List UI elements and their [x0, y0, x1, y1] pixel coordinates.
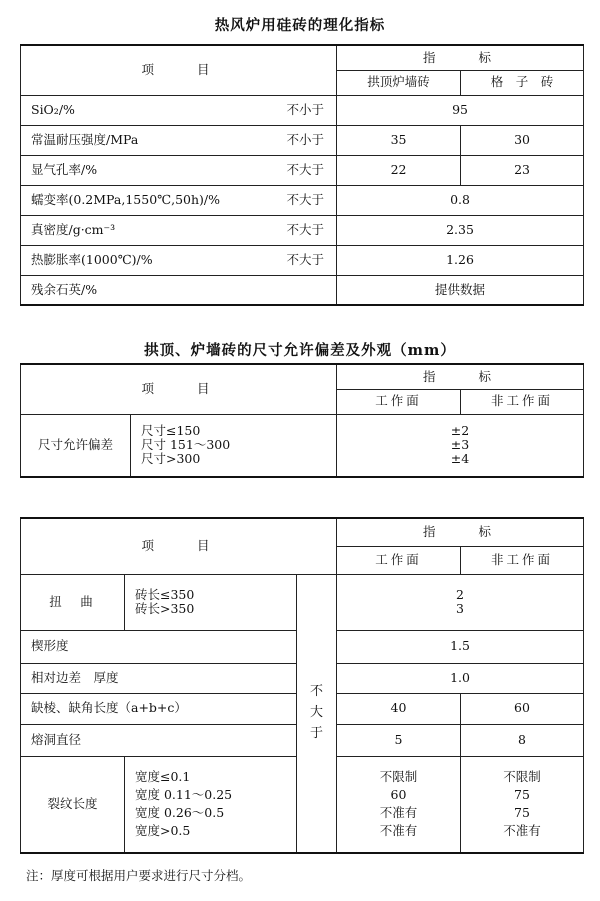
- footnote: 注：厚度可根据用户要求进行尺寸分档。: [26, 868, 252, 883]
- row-density-item: 真密度/g·cm⁻³: [21, 215, 275, 245]
- table2-title: 拱顶、炉墙砖的尺寸允许偏差及外观（mm）: [144, 342, 456, 359]
- row-sio2-cond: 不小于: [275, 95, 337, 125]
- row-creep-item: 蠕变率(0.2MPa,1550℃,50h)/%: [21, 185, 275, 215]
- row-strength-v2: 30: [461, 125, 584, 155]
- crack-width: 宽度>0.5: [135, 823, 191, 839]
- header-item: 项 目: [21, 364, 337, 414]
- crack-v1: [337, 756, 461, 853]
- edge-diff-value: 1.0: [337, 663, 584, 693]
- cond-char: 于: [309, 725, 323, 741]
- crack-width: 宽度≤0.1: [135, 769, 191, 784]
- header-sub-non-working-face: 非工作面: [461, 389, 584, 414]
- size-tolerance-values: [337, 414, 584, 477]
- corner-defect-label: 缺棱、缺角长度（a+b+c）: [21, 693, 297, 724]
- melt-cave-v2: 8: [461, 724, 584, 756]
- row-porosity-v1: 22: [337, 155, 461, 185]
- twist-label: 扭 曲: [21, 574, 125, 630]
- row-porosity-v2: 23: [461, 155, 584, 185]
- row-porosity-item: 显气孔率/%: [21, 155, 275, 185]
- twist-values: [337, 574, 584, 630]
- crack-value: 60: [390, 787, 407, 803]
- row-quartz-item: 残余石英/%: [21, 275, 275, 305]
- condition-not-greater-than: [297, 574, 337, 853]
- size-tolerance-label: 尺寸允许偏差: [21, 414, 131, 477]
- header-sub-non-working-face: 非工作面: [461, 546, 584, 574]
- row-density-cond: 不大于: [275, 215, 337, 245]
- header-sub-dome-wall-brick: 拱顶炉墙砖: [337, 70, 461, 95]
- twist-value: 3: [456, 601, 464, 616]
- crack-value: 75: [514, 805, 530, 821]
- row-expansion-value: 1.26: [337, 245, 584, 275]
- twist-sub: 砖长≤350: [135, 586, 195, 602]
- size-tolerance-table: [20, 363, 584, 478]
- crack-width: 宽度 0.11～0.25: [135, 787, 233, 803]
- cond-char: 不: [309, 684, 323, 700]
- header-index: 指 标: [337, 364, 584, 389]
- header-sub-checker-brick: 格 子 砖: [461, 70, 584, 95]
- cond-char: 大: [309, 704, 323, 720]
- header-sub-working-face: 工作面: [337, 546, 461, 574]
- row-strength-cond: 不小于: [275, 125, 337, 155]
- row-creep-value: 0.8: [337, 185, 584, 215]
- size-range: 尺寸>300: [141, 451, 201, 467]
- row-quartz-cond: [275, 275, 337, 305]
- header-item: 项 目: [21, 518, 337, 574]
- melt-cave-label: 熔洞直径: [21, 724, 297, 756]
- tolerance-value: ±2: [450, 422, 470, 438]
- size-range: 尺寸 151～300: [141, 437, 231, 453]
- wedge-label: 楔形度: [21, 630, 297, 663]
- crack-value: 不限制: [379, 769, 418, 784]
- crack-value: 不准有: [503, 823, 541, 839]
- crack-value: 不准有: [379, 805, 418, 821]
- row-strength-v1: 35: [337, 125, 461, 155]
- header-sub-working-face: 工作面: [337, 389, 461, 414]
- table1-title: 热风炉用硅砖的理化指标: [214, 17, 386, 34]
- crack-widths: [125, 756, 297, 853]
- size-ranges: [131, 414, 337, 477]
- crack-value: 75: [514, 787, 530, 803]
- physchem-index-table: [20, 44, 584, 306]
- row-porosity-cond: 不大于: [275, 155, 337, 185]
- row-sio2-item: SiO₂/%: [21, 95, 275, 125]
- row-strength-item: 常温耐压强度/MPa: [21, 125, 275, 155]
- tolerance-value: ±4: [450, 451, 470, 467]
- crack-value: 不限制: [503, 769, 541, 784]
- wedge-value: 1.5: [337, 630, 584, 663]
- twist-subs: [125, 574, 297, 630]
- crack-value: 不准有: [379, 823, 418, 839]
- header-index: 指 标: [337, 45, 584, 70]
- row-creep-cond: 不大于: [275, 185, 337, 215]
- header-index: 指 标: [337, 518, 584, 546]
- twist-value: 2: [456, 586, 464, 602]
- corner-defect-v2: 60: [461, 693, 584, 724]
- melt-cave-v1: 5: [337, 724, 461, 756]
- row-quartz-value: 提供数据: [337, 275, 584, 305]
- crack-length-label: 裂纹长度: [21, 756, 125, 853]
- twist-sub: 砖长>350: [135, 601, 195, 616]
- header-item: 项 目: [21, 45, 337, 95]
- row-density-value: 2.35: [337, 215, 584, 245]
- corner-defect-v1: 40: [337, 693, 461, 724]
- edge-diff-label: 相对边差 厚度: [21, 663, 297, 693]
- crack-width: 宽度 0.26～0.5: [135, 805, 225, 821]
- size-range: 尺寸≤150: [141, 422, 201, 438]
- crack-v2: [461, 756, 584, 853]
- row-sio2-value: 95: [337, 95, 584, 125]
- appearance-table: [20, 517, 584, 854]
- row-expansion-cond: 不大于: [275, 245, 337, 275]
- row-expansion-item: 热膨胀率(1000℃)/%: [21, 245, 275, 275]
- tolerance-value: ±3: [450, 437, 470, 453]
